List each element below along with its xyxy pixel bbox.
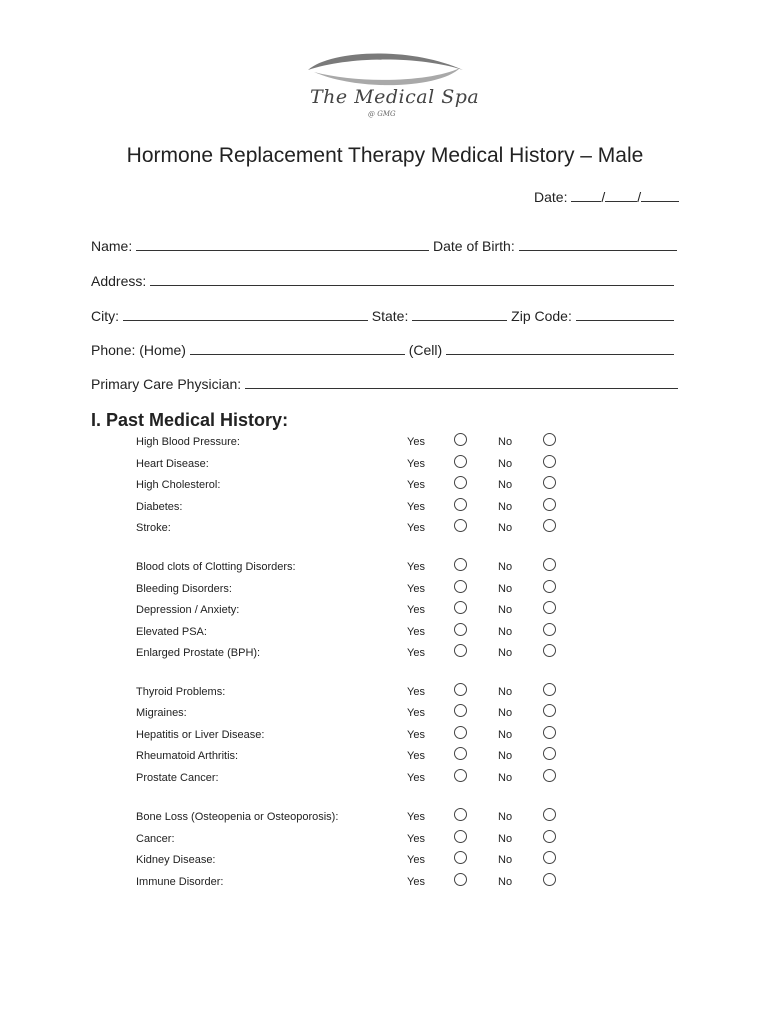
- yes-radio[interactable]: [454, 808, 467, 821]
- zip-label: Zip Code:: [511, 308, 572, 324]
- no-label: No: [498, 772, 513, 784]
- date-label: Date:: [534, 189, 568, 205]
- condition-row: [0, 873, 770, 893]
- no-radio[interactable]: [543, 769, 556, 782]
- condition-row: [0, 808, 770, 828]
- yes-label: Yes: [407, 583, 425, 595]
- condition-row: [0, 623, 770, 643]
- yes-label: Yes: [407, 436, 425, 448]
- logo-name: The Medical Spa: [310, 86, 480, 108]
- condition-label: Migraines:: [136, 707, 187, 719]
- no-radio[interactable]: [543, 433, 556, 446]
- city-label: City:: [91, 308, 119, 324]
- condition-row: [0, 519, 770, 539]
- condition-label: Depression / Anxiety:: [136, 604, 240, 616]
- yes-label: Yes: [407, 729, 425, 741]
- yes-radio[interactable]: [454, 747, 467, 760]
- condition-label: Enlarged Prostate (BPH):: [136, 647, 261, 659]
- no-radio[interactable]: [543, 558, 556, 571]
- no-label: No: [498, 833, 513, 845]
- no-radio[interactable]: [543, 476, 556, 489]
- condition-label: Thyroid Problems:: [136, 686, 226, 698]
- condition-label: Immune Disorder:: [136, 876, 224, 888]
- yes-label: Yes: [407, 647, 425, 659]
- no-label: No: [498, 501, 513, 513]
- condition-label: Cancer:: [136, 833, 175, 845]
- no-radio[interactable]: [543, 808, 556, 821]
- condition-row: [0, 433, 770, 453]
- yes-radio[interactable]: [454, 769, 467, 782]
- yes-label: Yes: [407, 686, 425, 698]
- no-label: No: [498, 854, 513, 866]
- phone-field[interactable]: [91, 342, 674, 358]
- no-label: No: [498, 583, 513, 595]
- no-label: No: [498, 811, 513, 823]
- date-field[interactable]: Date: / /: [534, 189, 679, 205]
- condition-row: [0, 580, 770, 600]
- condition-label: Diabetes:: [136, 501, 183, 513]
- yes-label: Yes: [407, 604, 425, 616]
- yes-radio[interactable]: [454, 580, 467, 593]
- yes-radio[interactable]: [454, 830, 467, 843]
- yes-label: Yes: [407, 458, 425, 470]
- yes-label: Yes: [407, 772, 425, 784]
- yes-radio[interactable]: [454, 623, 467, 636]
- condition-label: Heart Disease:: [136, 458, 209, 470]
- no-label: No: [498, 647, 513, 659]
- condition-label: Kidney Disease:: [136, 854, 216, 866]
- pcp-label: Primary Care Physician:: [91, 376, 242, 392]
- no-label: No: [498, 686, 513, 698]
- no-label: No: [498, 750, 513, 762]
- pcp-blank[interactable]: [245, 376, 678, 389]
- no-radio[interactable]: [543, 519, 556, 532]
- condition-row: [0, 498, 770, 518]
- condition-label: Bone Loss (Osteopenia or Osteoporosis):: [136, 811, 339, 823]
- condition-row: [0, 644, 770, 664]
- condition-label: Stroke:: [136, 522, 171, 534]
- condition-label: Prostate Cancer:: [136, 772, 219, 784]
- condition-label: Elevated PSA:: [136, 626, 207, 638]
- yes-label: Yes: [407, 750, 425, 762]
- condition-label: Blood clots of Clotting Disorders:: [136, 561, 296, 573]
- condition-row: [0, 558, 770, 578]
- dob-label: Date of Birth:: [433, 238, 515, 254]
- no-label: No: [498, 561, 513, 573]
- condition-row: [0, 704, 770, 724]
- logo: [300, 48, 480, 124]
- city-blank[interactable]: [123, 308, 368, 321]
- yes-radio[interactable]: [454, 433, 467, 446]
- state-label: State:: [371, 308, 409, 324]
- condition-row: [0, 830, 770, 850]
- condition-row: [0, 747, 770, 767]
- condition-label: High Cholesterol:: [136, 479, 221, 491]
- yes-radio[interactable]: [454, 455, 467, 468]
- address-field[interactable]: [91, 273, 674, 289]
- city-field[interactable]: [91, 308, 674, 324]
- state-blank[interactable]: [412, 308, 507, 321]
- dob-blank[interactable]: [519, 238, 677, 251]
- no-label: No: [498, 707, 513, 719]
- page-title: Hormone Replacement Therapy Medical History – Male: [126, 144, 644, 167]
- yes-label: Yes: [407, 811, 425, 823]
- no-label: No: [498, 522, 513, 534]
- yes-label: Yes: [407, 501, 425, 513]
- no-radio[interactable]: [543, 601, 556, 614]
- no-label: No: [498, 876, 513, 888]
- no-radio[interactable]: [543, 644, 556, 657]
- condition-label: Rheumatoid Arthritis:: [136, 750, 239, 762]
- condition-label: High Blood Pressure:: [136, 436, 240, 448]
- condition-row: [0, 476, 770, 496]
- condition-row: [0, 769, 770, 789]
- condition-label: Hepatitis or Liver Disease:: [136, 729, 265, 741]
- no-radio[interactable]: [543, 747, 556, 760]
- address-blank[interactable]: [150, 273, 674, 286]
- condition-row: [0, 683, 770, 703]
- no-radio[interactable]: [543, 704, 556, 717]
- condition-row: [0, 455, 770, 475]
- name-blank[interactable]: [136, 238, 429, 251]
- no-label: No: [498, 604, 513, 616]
- phone-home-label: Phone: (Home): [91, 342, 186, 358]
- yes-label: Yes: [407, 833, 425, 845]
- date-day-blank[interactable]: [605, 189, 637, 202]
- no-label: No: [498, 729, 513, 741]
- yes-label: Yes: [407, 854, 425, 866]
- no-radio[interactable]: [543, 623, 556, 636]
- no-radio[interactable]: [543, 830, 556, 843]
- pcp-field[interactable]: [91, 376, 678, 392]
- no-radio[interactable]: [543, 455, 556, 468]
- no-label: No: [498, 458, 513, 470]
- yes-label: Yes: [407, 876, 425, 888]
- yes-label: Yes: [407, 479, 425, 491]
- yes-label: Yes: [407, 561, 425, 573]
- date-year-blank[interactable]: [641, 189, 679, 202]
- yes-radio[interactable]: [454, 601, 467, 614]
- yes-radio[interactable]: [454, 726, 467, 739]
- yes-radio[interactable]: [454, 851, 467, 864]
- date-month-blank[interactable]: [571, 189, 601, 202]
- yes-label: Yes: [407, 707, 425, 719]
- no-radio[interactable]: [543, 726, 556, 739]
- name-label: Name:: [91, 238, 133, 254]
- no-radio[interactable]: [543, 851, 556, 864]
- phone-home-blank[interactable]: [190, 342, 405, 355]
- no-label: No: [498, 479, 513, 491]
- no-radio[interactable]: [543, 580, 556, 593]
- condition-row: [0, 601, 770, 621]
- logo-subtitle: @ GMG: [368, 110, 396, 118]
- no-radio[interactable]: [543, 498, 556, 511]
- condition-label: Bleeding Disorders:: [136, 583, 232, 595]
- yes-radio[interactable]: [454, 498, 467, 511]
- no-label: No: [498, 436, 513, 448]
- yes-radio[interactable]: [454, 476, 467, 489]
- phone-cell-label: (Cell): [408, 342, 443, 358]
- yes-radio[interactable]: [454, 704, 467, 717]
- yes-label: Yes: [407, 626, 425, 638]
- name-field[interactable]: [91, 238, 677, 254]
- no-radio[interactable]: [543, 873, 556, 886]
- condition-row: [0, 726, 770, 746]
- condition-row: [0, 851, 770, 871]
- no-label: No: [498, 626, 513, 638]
- yes-label: Yes: [407, 522, 425, 534]
- yes-radio[interactable]: [454, 519, 467, 532]
- zip-blank[interactable]: [576, 308, 674, 321]
- yes-radio[interactable]: [454, 644, 467, 657]
- address-label: Address:: [91, 273, 147, 289]
- yes-radio[interactable]: [454, 683, 467, 696]
- phone-cell-blank[interactable]: [446, 342, 674, 355]
- yes-radio[interactable]: [454, 873, 467, 886]
- yes-radio[interactable]: [454, 558, 467, 571]
- no-radio[interactable]: [543, 683, 556, 696]
- section-title: I. Past Medical History:: [91, 410, 289, 430]
